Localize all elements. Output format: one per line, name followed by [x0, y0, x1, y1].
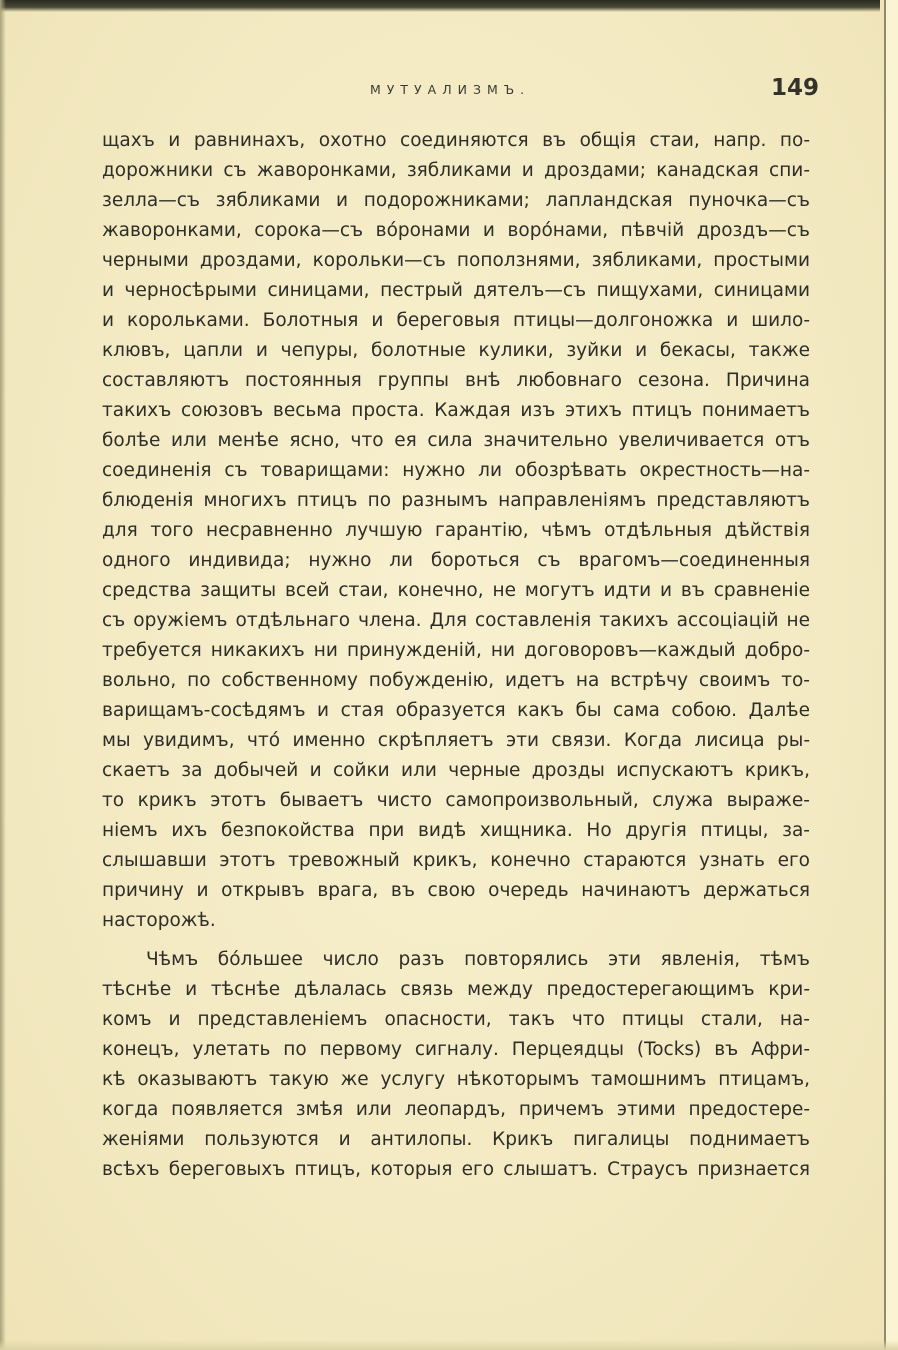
- text-line: когда появляется змѣя или леопардъ, причемъ этими предостере-: [102, 1099, 810, 1120]
- text-line: дорожники съ жаворонками, зябликами и дроздами; канадская спи-: [102, 160, 810, 181]
- paragraph: [102, 945, 810, 1185]
- text-line: щахъ и равнинахъ, охотно соединяются въ общія стаи, напр. по-: [102, 130, 810, 151]
- text-line: одного индивида; нужно ли бороться съ врагомъ—соединенныя: [102, 550, 810, 571]
- text-line: всѣхъ береговыхъ птицъ, которыя его слышатъ. Страусъ признается: [102, 1159, 810, 1180]
- text-line: варищамъ-сосѣдямъ и стая образуется какъ бы сама собою. Далѣе: [102, 700, 810, 721]
- text-line: клювъ, цапли и чепуры, болотные кулики, зуйки и бекасы, также: [102, 340, 810, 361]
- scan-bottom-edge: [0, 1340, 898, 1350]
- text-line: составляютъ постоянныя группы внѣ любовнаго сезона. Причина: [102, 370, 810, 391]
- paragraph: [102, 126, 810, 936]
- text-line: слышавши этотъ тревожный крикъ, конечно стараются узнать его: [102, 850, 810, 871]
- text-line: болѣе или менѣе ясно, что ея сила значительно увеличивается отъ: [102, 430, 810, 451]
- text-line: мы увидимъ, что́ именно скрѣпляетъ эти связи. Когда лисица ры-: [102, 730, 810, 751]
- scan-right-edge: [884, 0, 898, 1350]
- text-line: ніемъ ихъ безпокойства при видѣ хищника. Но другія птицы, за-: [102, 820, 810, 841]
- body-text: [102, 126, 810, 1185]
- text-line: зелла—съ зябликами и подорожниками; лапландская пуночка—съ: [102, 190, 810, 211]
- text-line: съ оружіемъ отдѣльнаго члена. Для составленія такихъ ассоціацій не: [102, 610, 810, 631]
- text-line: и черносѣрыми синицами, пестрый дятелъ—съ пищухами, синицами: [102, 280, 810, 301]
- text-line: тѣснѣе и тѣснѣе дѣлалась связь между предостерегающимъ кри-: [102, 979, 810, 1000]
- page-number: 149: [771, 75, 820, 101]
- text-line: причину и открывъ врага, въ свою очередь начинаютъ держаться: [102, 880, 810, 901]
- text-line: и корольками. Болотныя и береговыя птицы—долгоножка и шило-: [102, 310, 810, 331]
- text-line: конецъ, улетать по первому сигналу. Перцеядцы (Tocks) въ Афри-: [102, 1039, 810, 1060]
- text-line: средства защиты всей стаи, конечно, не могутъ идти и въ сравненіе: [102, 580, 810, 601]
- text-line: черными дроздами, корольки—съ поползнями, зябликами, простыми: [102, 250, 810, 271]
- text-line: то крикъ этотъ бываетъ чисто самопроизвольный, служа выраже-: [102, 790, 810, 811]
- text-line: требуется никакихъ ни принужденій, ни договоровъ—каждый добро-: [102, 640, 810, 661]
- text-line: кѣ оказываютъ такую же услугу нѣкоторымъ тамошнимъ птицамъ,: [102, 1069, 810, 1090]
- text-line: соединенія съ товарищами: нужно ли обозрѣвать окрестность—на-: [102, 460, 810, 481]
- text-line: женіями пользуются и антилопы. Крикъ пигалицы поднимаетъ: [102, 1129, 810, 1150]
- text-line: блюденія многихъ птицъ по разнымъ направленіямъ представляютъ: [102, 490, 810, 511]
- scan-left-edge: [0, 0, 6, 1350]
- text-line: Чѣмъ бóльшее число разъ повторялись эти явленія, тѣмъ: [146, 949, 810, 970]
- text-line: комъ и представленіемъ опасности, такъ что птицы стали, на-: [102, 1009, 810, 1030]
- paragraph-gap: [102, 936, 810, 945]
- text-line: жаворонками, сорока—съ вóронами и ворóнами, пѣвчій дроздъ—съ: [102, 220, 810, 241]
- text-line: насторожѣ.: [102, 910, 216, 931]
- text-line: вольно, по собственному побужденію, идетъ на встрѣчу своимъ то-: [102, 670, 810, 691]
- running-title: МУТУАЛИЗМЪ.: [370, 82, 531, 97]
- scan-top-edge: [0, 0, 880, 12]
- text-line: скаетъ за добычей и сойки или черные дрозды испускаютъ крикъ,: [102, 760, 810, 781]
- text-line: для того несравненно лучшую гарантію, чѣмъ отдѣльныя дѣйствія: [102, 520, 810, 541]
- text-line: такихъ союзовъ весьма проста. Каждая изъ этихъ птицъ понимаетъ: [102, 400, 810, 421]
